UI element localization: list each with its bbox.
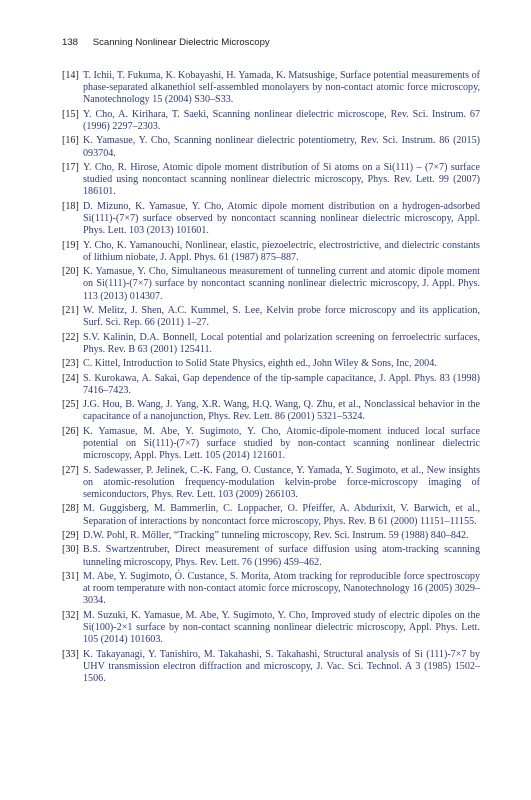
reference-text[interactable]: K. Yamasue, Y. Cho, Simultaneous measurement of tunneling current and atomic dipole moment on Si(111)-(7×7) surface by noncontact scanning nonlinear dielectric microscopy, J. Appl. Phys. 113 (2013) 014307.	[83, 266, 480, 302]
reference-item	[62, 571, 480, 608]
reference-text[interactable]: C. Kittel, Introduction to Solid State Physics, eighth ed., John Wiley & Sons, Inc, 2004.	[83, 358, 437, 370]
reference-text[interactable]: B.S. Swartzentruber, Direct measurement of surface diffusion using atom-tracking scanning tunneling microscopy, Phys. Rev. Lett. 76 (1996) 459–462.	[83, 544, 480, 568]
running-header	[62, 37, 482, 48]
reference-item	[62, 373, 480, 397]
reference-item	[62, 201, 480, 238]
reference-item	[62, 544, 480, 568]
reference-number: [21]	[62, 304, 79, 316]
reference-item	[62, 649, 480, 686]
reference-text[interactable]: W. Melitz, J. Shen, A.C. Kummel, S. Lee, Kelvin probe force microscopy and its application, Surf. Sci. Rep. 66 (2011) 1–27.	[83, 304, 480, 329]
reference-number: [23]	[62, 358, 79, 370]
reference-item	[62, 358, 480, 370]
reference-number: [16]	[62, 135, 79, 147]
reference-item	[62, 70, 480, 107]
reference-text[interactable]: Y. Cho, R. Hirose, Atomic dipole moment distribution of Si atoms on a Si(111) – (7×7) surface studied using noncontact scanning nonlinear dielectric microscopy, Phys. Rev. Lett. 99 (2007) 186101.	[83, 161, 480, 198]
reference-number: [14]	[62, 70, 79, 81]
reference-text[interactable]: S.V. Kalinin, D.A. Bonnell, Local potential and polarization screening on ferroelectric surfaces, Phys. Rev. B 63 (2001) 125411.	[83, 331, 480, 355]
reference-item	[62, 135, 480, 159]
reference-item	[62, 240, 480, 264]
reference-text[interactable]: K. Yamasue, M. Abe, Y. Sugimoto, Y. Cho, Atomic-dipole-moment induced local surface potential on Si(111)-(7×7) surface studied by non-contact scanning nonlinear dielectric microscopy, Appl. Phys. Lett. 105 (2014) 121601.	[83, 425, 480, 462]
reference-item	[62, 332, 480, 356]
reference-number: [27]	[62, 464, 79, 476]
reference-number: [22]	[62, 331, 79, 343]
reference-number: [29]	[62, 529, 79, 541]
reference-number: [19]	[62, 239, 79, 251]
reference-item	[62, 109, 480, 133]
reference-number: [15]	[62, 108, 79, 120]
reference-number: [32]	[62, 609, 79, 621]
reference-text[interactable]: M. Abe, Y. Sugimoto, Ó. Custance, S. Morita, Atom tracking for reproducible force spectroscopy at room temperature with non-contact atomic force microscopy, Nanotechnology 16 (2005) 3029–3034.	[83, 570, 480, 607]
reference-item	[62, 426, 480, 463]
running-title: Scanning Nonlinear Dielectric Microscopy	[92, 37, 270, 48]
reference-number: [18]	[62, 200, 79, 212]
reference-text[interactable]: D. Mizuno, K. Yamasue, Y. Cho, Atomic dipole moment distribution on a hydrogen-adsorbed Si(111)-(7×7) surface observed by noncontact scanning nonlinear dielectric microscopy, Appl. Phys. Lett. 103 (2013) 101601.	[83, 200, 480, 237]
reference-text[interactable]: M. Suzuki, K. Yamasue, M. Abe, Y. Sugimoto, Y. Cho, Improved study of electric dipoles on the Si(100)-2×1 surface by non-contact scanning nonlinear dielectric microscopy, Appl. Phys. Lett. 105 (2014) 101603.	[83, 609, 480, 646]
reference-text[interactable]: Y. Cho, K. Yamanouchi, Nonlinear, elastic, piezoelectric, electrostrictive, and dielectric constants of lithium niobate, J. Appl. Phys. 61 (1987) 875–887.	[83, 239, 480, 263]
reference-list	[62, 70, 480, 687]
reference-item	[62, 465, 480, 502]
reference-text[interactable]: J.G. Hou, B. Wang, J. Yang, X.R. Wang, H.Q. Wang, Q. Zhu, et al., Nonclassical behavior in the capacitance of a nanojunction, Phys. Rev. Lett. 86 (2001) 5321–5324.	[83, 399, 480, 423]
reference-text[interactable]: D.W. Pohl, R. Möller, “Tracking” tunneling microscopy, Rev. Sci. Instrum. 59 (1988) 840–842.	[83, 529, 469, 541]
reference-item	[62, 399, 480, 423]
reference-item	[62, 162, 480, 199]
reference-text[interactable]: M. Guggisberg, M. Bammerlin, C. Loppacher, O. Pfeiffer, A. Abdurixit, V. Barwich, et al., Separation of interactions by noncontact force microscopy, Phys. Rev. B 61 (2000) 11151–11155.	[83, 503, 480, 527]
reference-number: [25]	[62, 399, 79, 411]
reference-text[interactable]: K. Takayanagi, Y. Tanishiro, M. Takahashi, S. Takahashi, Structural analysis of Si (111)-7×7 by UHV transmission electron diffraction and microscopy, J. Vac. Sci. Technol. A 3 (1985) 1502–1506.	[83, 648, 480, 684]
page-number: 138	[62, 37, 79, 48]
reference-number: [17]	[62, 161, 79, 173]
reference-item	[62, 266, 480, 303]
reference-number: [20]	[62, 266, 79, 278]
reference-item	[62, 305, 480, 329]
reference-number: [33]	[62, 648, 79, 660]
reference-number: [28]	[62, 503, 79, 515]
reference-item	[62, 503, 480, 527]
reference-number: [30]	[62, 544, 79, 556]
reference-text[interactable]: Y. Cho, A. Kirihara, T. Saeki, Scanning nonlinear dielectric microscope, Rev. Sci. Instrum. 67 (1996) 2297–2303.	[83, 108, 480, 132]
reference-item	[62, 610, 480, 647]
reference-number: [26]	[62, 425, 79, 437]
reference-text[interactable]: T. Ichii, T. Fukuma, K. Kobayashi, H. Yamada, K. Matsushige, Surface potential measurements of phase-separated alkanethiol self-assembled monolayers by non-contact atomic force microscopy, Nanotechnology 15 (2004) S30–S33.	[83, 70, 480, 106]
reference-number: [31]	[62, 570, 79, 582]
reference-number: [24]	[62, 372, 79, 384]
reference-text[interactable]: K. Yamasue, Y. Cho, Scanning nonlinear dielectric potentiometry, Rev. Sci. Instrum. 86 (2015) 093704.	[83, 135, 480, 159]
reference-text[interactable]: S. Sadewasser, P. Jelinek, C.-K. Fang, O. Custance, Y. Yamada, Y. Sugimoto, et al., New insights on atomic-resolution frequency-modulation kelvin-probe force-microscopy imaging of semiconductors, Phys. Rev. Lett. 103 (2009) 266103.	[83, 464, 480, 500]
reference-item	[62, 530, 480, 542]
reference-text[interactable]: S. Kurokawa, A. Sakai, Gap dependence of the tip-sample capacitance, J. Appl. Phys. 83 (1998) 7416–7423.	[83, 372, 480, 396]
